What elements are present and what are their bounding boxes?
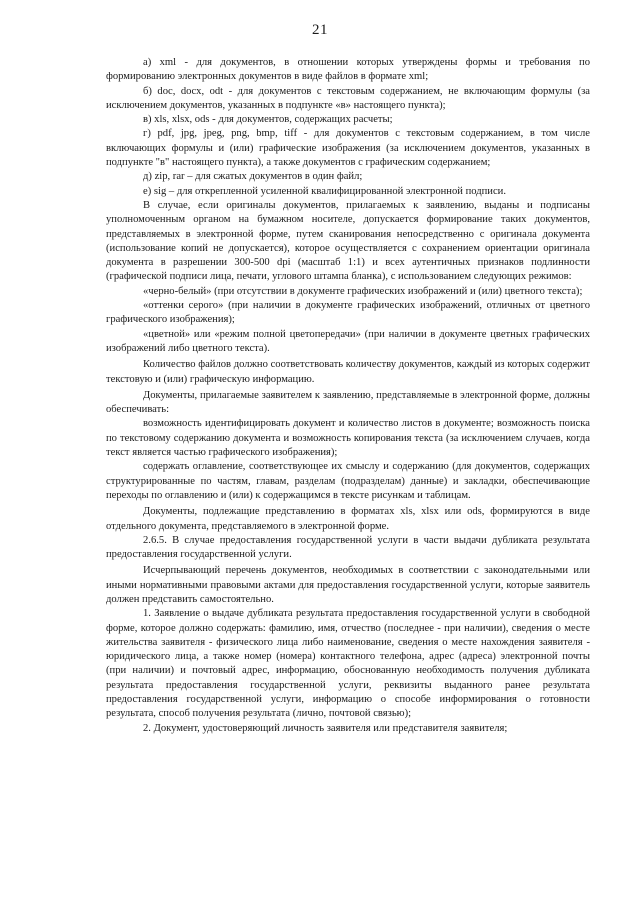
paragraph-requirements: Документы, прилагаемые заявителем к заявлению, представляемые в электронной форме, должны обеспечивать: — [106, 389, 590, 416]
paragraph-section-2-6-5: 2.6.5. В случае предоставления государственной услуги в части выдачи дубликата результата предоставления государственной услуги. — [106, 534, 590, 561]
paragraph-contents: содержать оглавление, соответствующее их смыслу и содержанию (для документов, содержащих структурированные по частям, главам, разделам (подразделам) данные) и закладки, обеспечивающие переходы по оглавлению и (или) к содержащимся в тексте рисункам и таблицам. — [106, 461, 590, 501]
paragraph-exhaustive-list: Исчерпывающий перечень документов, необходимых в соответствии с законодательными или иными нормативными правовыми актами для предоставления государственной услуги, которые заявитель должен представить самостоятельно. — [106, 565, 590, 605]
paragraph-item-1: 1. Заявление о выдаче дубликата результата предоставления государственной услуги в свободной форме, которое должно содержать: фамилию, имя, отчество (последнее - при наличии), сведения о месте жительства заявителя - физического лица либо наименование, сведения о месте нахождения заявителя - юридического лица, а также номер (номера) контактного телефона, адрес (адреса) электронной почты (при наличии) и почтовый адрес, информацию, обоснованную необходимость получения дубликата результата предоставления государственной услуги, реквизиты выданного ранее результата предоставления государственной услуги, информацию о способе информирования о готовности результата, способ получения результата (лично, почтовой связью); — [106, 608, 590, 720]
page-number: 21 — [312, 22, 328, 38]
document-body — [106, 56, 590, 736]
paragraph-separate-doc: Документы, подлежащие представлению в форматах xls, xlsx или ods, формируются в виде отдельного документа, представляемого в электронной форме. — [106, 506, 590, 532]
paragraph-mode-gray: «оттенки серого» (при наличии в документе графических изображений, отличных от цветного графического изображения); — [106, 300, 590, 326]
paragraph-format-pdf: г) pdf, jpg, jpeg, png, bmp, tiff - для документов с текстовым содержанием, в том числе включающих формулы и (или) графические изображения (за исключением документов, указанных в подпункте "в" настоящего пункта), а также документов с графическим содержанием; — [106, 128, 590, 169]
paragraph-scanning: В случае, если оригиналы документов, прилагаемых к заявлению, выданы и подписаны уполномоченным органом на бумажном носителе, допускается формирование таких документов, представляемых в электронной форме, путем сканирования непосредственно с оригинала документа (использование копий не допускается), которое осуществляется с сохранением ориентации оригинала документа в разрешении 300-500 dpi (масштаб 1:1) и всех аутентичных признаков подлинности (графической подписи лица, печати, углового штампа бланка), с использованием следующих режимов: — [106, 199, 590, 283]
paragraph-format-xls: в) xls, xlsx, ods - для документов, содержащих расчеты; — [143, 114, 393, 126]
paragraph-format-xml: а) xml - для документов, в отношении которых утверждены формы и требования по формированию электронных документов в виде файлов в формате xml; — [106, 57, 590, 83]
paragraph-mode-bw: «черно-белый» (при отсутствии в документе графических изображений и (или) цветного текста); — [143, 285, 583, 297]
paragraph-identify: возможность идентифицировать документ и количество листов в документе; возможность поиска по текстовому содержанию документа и возможность копирования текста (за исключением случаев, когда текст является частью графического изображения); — [106, 418, 590, 459]
paragraph-item-2: 2. Документ, удостоверяющий личность заявителя или представителя заявителя; — [143, 722, 508, 734]
paragraph-mode-color: «цветной» или «режим полной цветопередачи» (при наличии в документе цветных графических изображений либо цветного текста). — [106, 328, 590, 354]
paragraph-file-count: Количество файлов должно соответствовать количеству документов, каждый из которых содержит текстовую и (или) графическую информацию. — [106, 359, 590, 385]
paragraph-format-doc: б) doc, docx, odt - для документов с текстовым содержанием, не включающим формулы (за исключением документов, указанных в подпункте «в» настоящего пункта); — [106, 85, 590, 111]
paragraph-format-sig: е) sig – для открепленной усиленной квалифицированной электронной подписи. — [143, 185, 506, 197]
paragraph-format-zip: д) zip, rar – для сжатых документов в один файл; — [143, 171, 363, 183]
